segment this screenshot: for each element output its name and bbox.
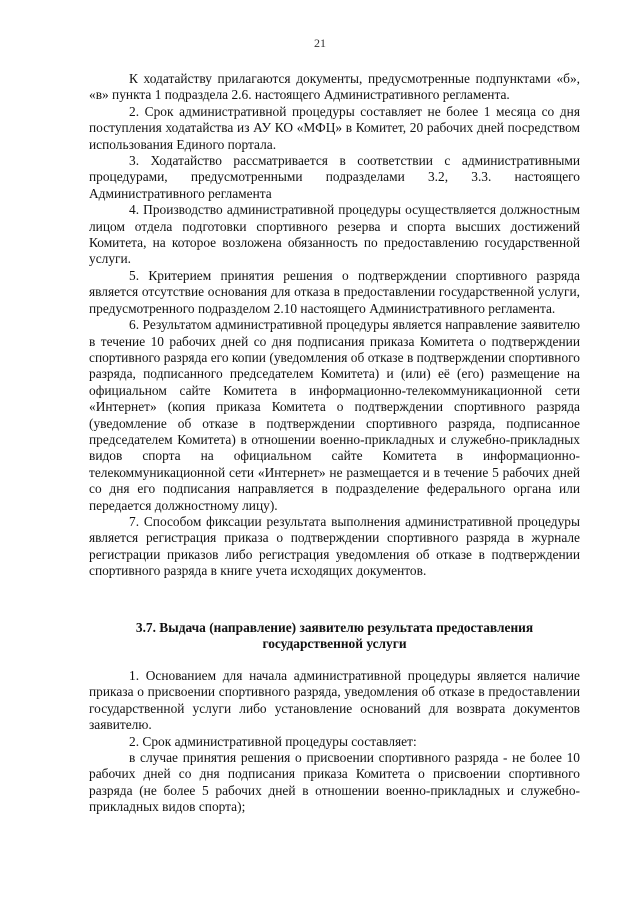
paragraph: 6. Результатом административной процедуры является направление заявителю в течение 10 рабочих дней со дня подписания приказа Комитета о подтверждении спортивного разряда его копии (уведомления об отказе в подтверждении спортивного разряда, подписанного председателем Комитета) и (или) её (его) размещение на официальном сайте Комитета в информационно-телекоммуникационной сети «Интернет» (копия приказа Комитета о подтверждении спортивного разряда (уведомление об отказе в подтверждении спортивного разряда, подписанное председателем Комитета) в отношении военно-прикладных и служебно-прикладных видов спорта на официальном сайте Комитета в информационно-телекоммуникационной сети «Интернет» не размещается и в течение 5 рабочих дней со дня его подписания направляется в подразделение федерального органа или передается должностному лицу). xyxy=(89,317,580,513)
section-heading-line: 3.7. Выдача (направление) заявителю результата предоставления xyxy=(135,620,534,635)
paragraph: 7. Способом фиксации результата выполнения административной процедуры является регистрация приказа о подтверждении спортивного разряда в журнале регистрации приказов либо регистрация уведомления об отказе в подтверждении спортивного разряда в книге учета исходящих документов. xyxy=(89,513,580,579)
paragraph: 3. Ходатайство рассматривается в соответствии с административными процедурами, предусмотренными подразделами 3.2, 3.3. настоящего Административного регламента xyxy=(89,153,580,201)
section-heading xyxy=(89,620,580,653)
page-number: 21 xyxy=(314,36,326,50)
paragraph: 4. Производство административной процедуры осуществляется должностным лицом отдела подготовки спортивного резерва и спорта высших достижений Комитета, на которое возложена обязанность по предоставлению государственной услуги. xyxy=(89,202,580,267)
paragraph: 2. Срок административной процедуры составляет не более 1 месяца со дня поступления ходатайства из АУ КО «МФЦ» в Комитет, 20 рабочих дней посредством использования Единого портала. xyxy=(89,103,580,152)
procedure-text-block xyxy=(89,71,580,580)
paragraph: 2. Срок административной процедуры составляет: xyxy=(129,733,417,749)
section-heading-line: государственной услуги xyxy=(262,636,407,652)
paragraph: К ходатайству прилагаются документы, предусмотренные подпунктами «б», «в» пункта 1 подраздела 2.6. настоящего Административного регламента. xyxy=(89,71,580,103)
paragraph: в случае принятия решения о присвоении спортивного разряда - не более 10 рабочих дней со дня подписания приказа Комитета о присвоении спортивного разряда (не более 5 рабочих дней в отношении военно-прикладных и служебно-прикладных видов спорта); xyxy=(89,750,580,815)
paragraph: 1. Основанием для начала административной процедуры является наличие приказа о присвоении спортивного разряда, уведомления об отказе в предоставлении государственной услуги либо установление оснований для возврата документов заявителю. xyxy=(89,668,580,733)
section-text-block xyxy=(89,668,580,816)
paragraph: 5. Критерием принятия решения о подтверждении спортивного разряда является отсутствие основания для отказа в предоставлении государственной услуги, предусмотренного подразделом 2.10 настоящего Административного регламента. xyxy=(89,267,580,316)
